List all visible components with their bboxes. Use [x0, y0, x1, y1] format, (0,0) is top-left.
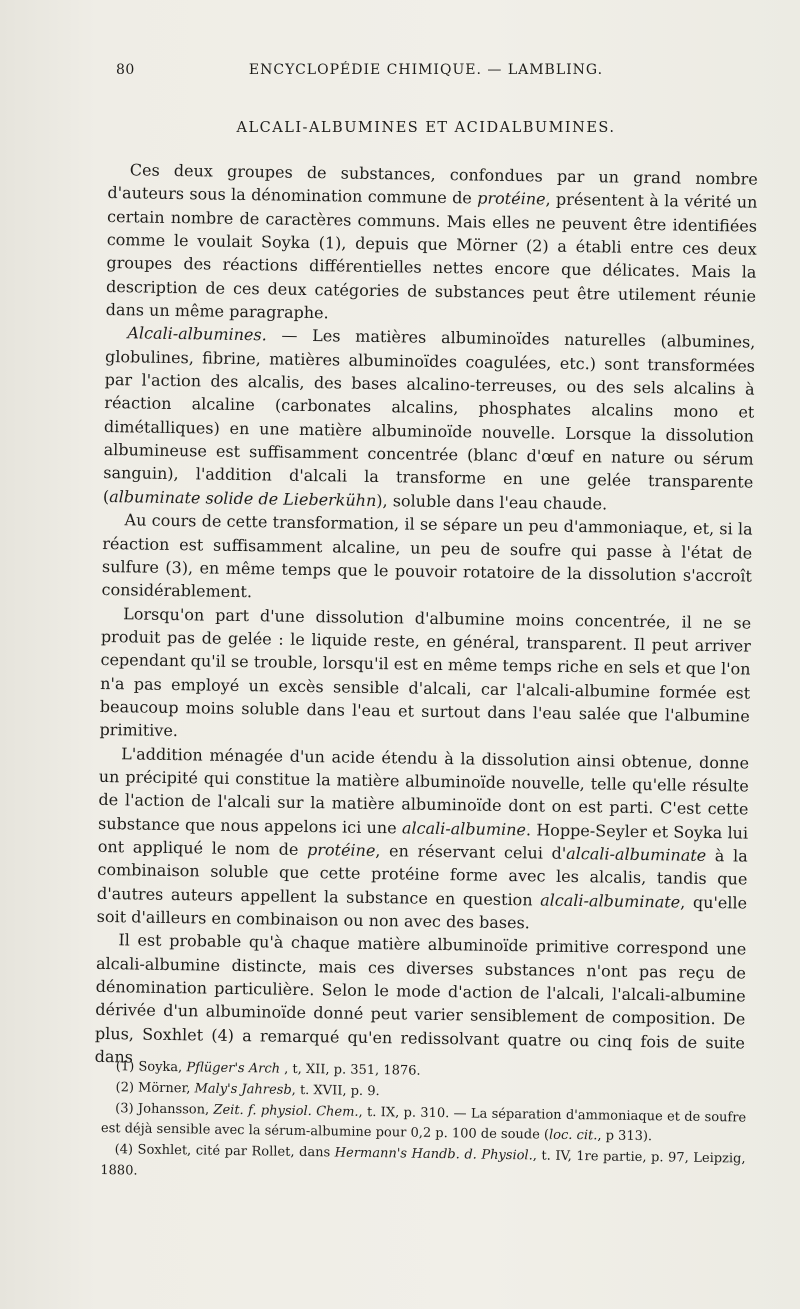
p5-text-e: , qu'elle soit d'ailleurs en combinaison ou non avec des bases. — [96, 892, 748, 933]
paragraph-6: Il est probable qu'à chaque matière albuminoïde primitive correspond une alcali-albumine distincte, mais ces diverses substances n'ont pas reçu de dénomination particulière. Selon le mode d'action de l'alcali, l'alcali-albumine dérivée d'un albuminoïde donné peut varier sensiblement de composition. De plus, Soxhlet (4) a remarqué qu'en redissolvant quatre ou cinq fois de suite dans — [94, 930, 747, 1067]
p2-italic-albuminate: albuminate solide de Lieberkühn — [109, 486, 377, 510]
p5-text-a: L'addition ménagée d'un acide étendu à la dissolution ainsi obtenue, donne un précipité qui constitue la matière albuminoïde nouvelle, telle qu'elle résulte de l'action de l'alcali sur la matière albuminoïde dont on est parti. C'est cette substance que nous appelons ici une — [97, 743, 750, 838]
p1-text-b: , présentent à la vérité un certain nombre de caractères communs. Mais elles ne peuvent être identifiées comme le voulait Soyka (1), depuis que Mörner (2) a établi entre ces deux groupes des réactions différentielles nettes encore que délicates. Mais la description de ces deux catégories de substances peut être utilement réunie dans un même paragraphe. — [105, 189, 758, 323]
paragraph-2 — [103, 321, 756, 517]
fn3-text-c: , p 313). — [597, 1128, 653, 1145]
paragraph-3: Au cours de cette transformation, il se sépare un peu d'ammoniaque, et, si la réaction est suffisamment alcaline, un peu de soufre qui passe à l'état de sulfure (3), en même temps que le pouvoir rotatoire de la dissolution s'accroît considérablement. — [101, 510, 753, 602]
p5-italic-3: alcali-albuminate — [566, 843, 707, 865]
p2-text-b: ), soluble dans l'eau chaude. — [376, 490, 608, 514]
footnote-4 — [100, 1140, 746, 1191]
fn1-text-b: , t, XII, p. 351, 1876. — [279, 1061, 421, 1079]
paragraph-4: Lorsqu'on part d'une dissolution d'albumine moins concentrée, il ne se produit pas de gelée : le liquide reste, en général, transparent. Il peut arriver cependant qu'il se trouble, lorsqu'il est en même temps riche en sels et que l'on n'a pas employé un excès sensible d'alcali, car l'alcali-albumine formée est beaucoup moins soluble dans l'eau et surtout dans l'eau salée que l'albumine primitive. — [99, 603, 752, 741]
fn2-text-b: , t. XVII, p. 9. — [291, 1082, 380, 1099]
fn3-text-b: , t. IX, p. 310. — La séparation d'ammoniaque et de soufre est déjà sensible avec la sérum-albumine pour 0,2 p. 100 de soude ( — [100, 1104, 747, 1144]
p5-italic-2: protéine — [306, 839, 376, 861]
footnotes — [100, 1057, 747, 1191]
p5-italic-4: alcali-albuminate — [540, 890, 681, 912]
fn3-italic-2: loc. cit. — [548, 1128, 598, 1144]
fn4-text-a: (4) Soxhlet, cité par Rollet, dans — [114, 1142, 335, 1161]
p1-text-a: Ces deux groupes de substances, confondues par un grand nombre d'auteurs sous la dénomination commune de — [107, 160, 758, 208]
fn3-text-a: (3) Johansson, — [115, 1100, 214, 1118]
fn2-text-a: (2) Mörner, — [115, 1080, 195, 1097]
fn2-italic: Maly's Jahresb — [194, 1081, 292, 1098]
running-title: ENCYCLOPÉDIE CHIMIQUE. — LAMBLING. — [248, 62, 604, 78]
fn4-italic: Hermann's Handb. d. Physiol. — [334, 1145, 533, 1164]
fn1-text-a: (1) Soyka, — [115, 1059, 187, 1076]
subsection-heading-alcali-albumines: Alcali-albumines. — [127, 323, 267, 345]
fn1-italic: Pflüger's Arch — [186, 1060, 281, 1077]
paragraph-1 — [106, 158, 758, 331]
p5-text-b: . Hoppe-Seyler et Soyka lui ont appliqué le nom de — [97, 819, 749, 859]
fn3-italic: Zeit. f. physiol. Chem. — [213, 1102, 359, 1120]
fn4-text-b: , t. IV, 1re partie, p. 97, Leipzig, 1880. — [100, 1148, 746, 1179]
p5-italic-1: alcali-albumine — [401, 818, 527, 839]
body-text — [94, 158, 757, 1078]
paragraph-5 — [97, 742, 750, 938]
p1-italic-proteine: protéine — [477, 188, 546, 209]
p5-text-d: à la combinaison soluble que cette protéine forme avec les alcalis, tandis que d'autres auteurs appellent la substance en question — [96, 845, 748, 910]
section-title: ALCALI-ALBUMINES ET ACIDALBUMINES. — [236, 120, 616, 136]
p2-text-a: — Les matières albuminoïdes naturelles (albumines, globulines, fibrine, matières albuminoïdes coagulées, etc.) sont transformées par l'action des alcalis, des bases alcalino-terreuses, ou des sels alcalins à réaction alcaline (carbonates alcalins, phosphates alcalins mono et dimétalliques) en une matière albuminoïde nouvelle. Lorsque la dissolution albumineuse est suffisamment concentrée (blanc d'œuf en nature ou sérum sanguin), l'addition d'alcali la transforme en une gelée transparente ( — [102, 325, 756, 506]
page-number: 80 — [116, 62, 135, 78]
p5-text-c: , en réservant celui d' — [375, 841, 567, 863]
